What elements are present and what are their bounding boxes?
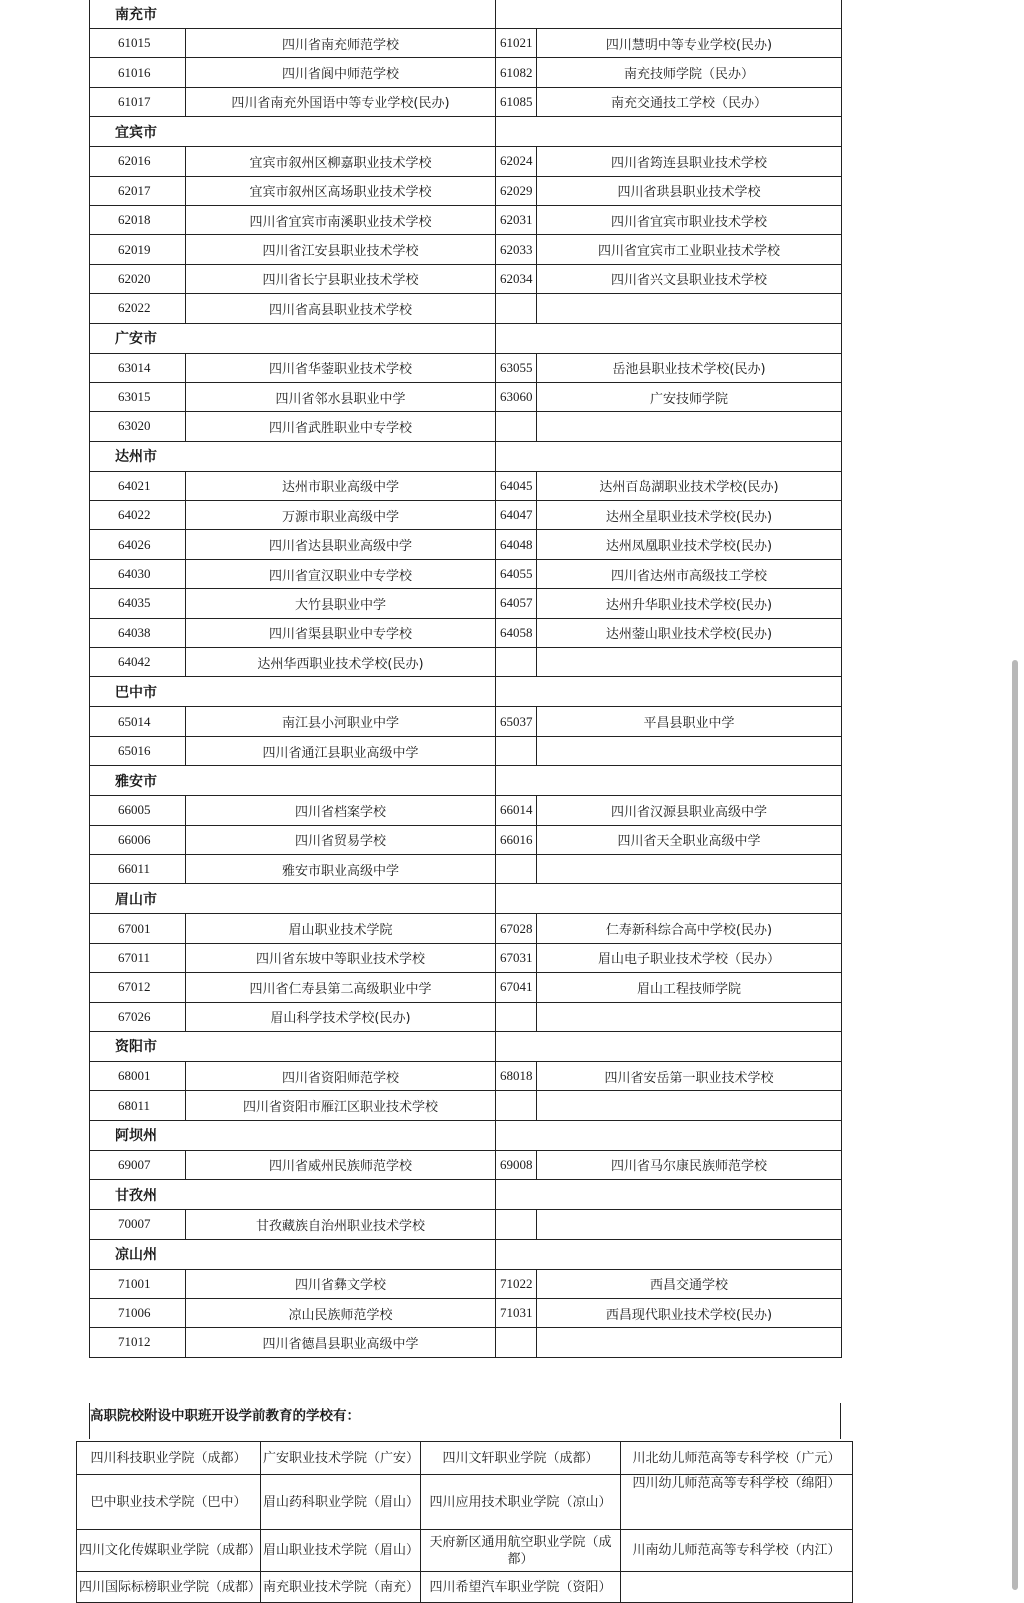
table-row (90, 707, 842, 736)
table-row (90, 235, 842, 264)
school-code: 61016 (90, 58, 186, 87)
table-row (90, 353, 842, 382)
school-name: 四川省通江县职业高级中学 (186, 736, 496, 765)
table-row (90, 854, 842, 883)
empty-cell (496, 441, 842, 471)
school-name (537, 854, 842, 883)
school-name: 万源市职业高级中学 (186, 501, 496, 530)
school-name: 四川省资阳市雁江区职业技术学校 (186, 1091, 496, 1120)
school-name (537, 1002, 842, 1031)
school-name: 达州蓥山职业技术学校(民办) (537, 618, 842, 647)
school-name: 四川省长宁县职业技术学校 (186, 264, 496, 293)
city-row (90, 766, 842, 796)
city-name: 宜宾市 (90, 117, 496, 147)
school-name: 四川省宜宾市工业职业技术学校 (537, 235, 842, 264)
school-code: 69007 (90, 1150, 186, 1179)
city-name: 南充市 (90, 0, 496, 29)
college-name: 四川文化传媒职业学院（成都） (77, 1530, 261, 1572)
college-name: 广安职业技术学院（广安） (261, 1442, 421, 1475)
school-code: 63060 (496, 382, 537, 411)
school-code: 62022 (90, 294, 186, 323)
table-row (90, 1269, 842, 1298)
school-code: 64045 (496, 471, 537, 500)
city-row (90, 323, 842, 353)
school-code (496, 1328, 537, 1357)
school-list-body (90, 0, 842, 1357)
table-row (90, 530, 842, 559)
school-code: 71031 (496, 1298, 537, 1327)
college-list-table (76, 1441, 853, 1603)
college-row (77, 1530, 853, 1572)
college-name: 川南幼儿师范高等专科学校（内江） (621, 1530, 853, 1572)
table-row (90, 382, 842, 411)
school-name: 四川省江安县职业技术学校 (186, 235, 496, 264)
table-row (90, 87, 842, 116)
school-name: 四川省资阳师范学校 (186, 1061, 496, 1090)
school-name (537, 1210, 842, 1239)
table-row (90, 205, 842, 234)
empty-cell (496, 1239, 842, 1269)
city-name: 雅安市 (90, 766, 496, 796)
school-code (496, 1091, 537, 1120)
city-row (90, 117, 842, 147)
school-name: 眉山电子职业技术学校（民办） (537, 943, 842, 972)
school-name: 凉山民族师范学校 (186, 1298, 496, 1327)
school-name: 南充交通技工学校（民办） (537, 87, 842, 116)
school-name: 四川省安岳第一职业技术学校 (537, 1061, 842, 1090)
school-name: 大竹县职业中学 (186, 589, 496, 618)
school-code: 63015 (90, 382, 186, 411)
school-code: 62033 (496, 235, 537, 264)
school-code (496, 648, 537, 677)
school-code: 64038 (90, 618, 186, 647)
school-name: 四川省马尔康民族师范学校 (537, 1150, 842, 1179)
school-code: 64055 (496, 559, 537, 588)
table-row (90, 1210, 842, 1239)
school-code: 65037 (496, 707, 537, 736)
school-code: 64058 (496, 618, 537, 647)
college-row (77, 1475, 853, 1530)
school-name: 四川省彝文学校 (186, 1269, 496, 1298)
school-name (537, 294, 842, 323)
school-code: 62031 (496, 205, 537, 234)
table-row (90, 559, 842, 588)
school-code: 66016 (496, 825, 537, 854)
city-row (90, 1180, 842, 1210)
table-row (90, 147, 842, 176)
school-code: 66006 (90, 825, 186, 854)
school-code: 63055 (496, 353, 537, 382)
empty-cell (496, 323, 842, 353)
school-code: 62029 (496, 176, 537, 205)
empty-cell (496, 677, 842, 707)
city-name: 凉山州 (90, 1239, 496, 1269)
city-row (90, 0, 842, 29)
school-code: 69008 (496, 1150, 537, 1179)
school-code: 67012 (90, 973, 186, 1002)
school-name: 四川省阆中师范学校 (186, 58, 496, 87)
school-name: 四川省邻水县职业中学 (186, 382, 496, 411)
school-code: 68018 (496, 1061, 537, 1090)
school-name: 四川省华蓥职业技术学校 (186, 353, 496, 382)
school-name (537, 736, 842, 765)
school-name: 南充技师学院（民办） (537, 58, 842, 87)
school-code: 65016 (90, 736, 186, 765)
college-list-body (77, 1442, 853, 1603)
school-code: 68001 (90, 1061, 186, 1090)
college-name: 四川国际标榜职业学院（成都） (77, 1572, 261, 1603)
school-code: 64042 (90, 648, 186, 677)
school-code: 62020 (90, 264, 186, 293)
empty-cell (496, 1031, 842, 1061)
school-code: 62019 (90, 235, 186, 264)
school-name: 达州华西职业技术学校(民办) (186, 648, 496, 677)
school-code: 64022 (90, 501, 186, 530)
school-name: 甘孜藏族自治州职业技术学校 (186, 1210, 496, 1239)
school-name: 眉山职业技术学院 (186, 914, 496, 943)
school-name (537, 1328, 842, 1357)
table-row (90, 796, 842, 825)
school-code: 62018 (90, 205, 186, 234)
city-name: 阿坝州 (90, 1120, 496, 1150)
empty-cell (496, 884, 842, 914)
school-name: 四川省武胜职业中专学校 (186, 412, 496, 441)
school-list-table (89, 0, 842, 1358)
school-name: 四川省渠县职业中专学校 (186, 618, 496, 647)
school-name: 四川省汉源县职业高级中学 (537, 796, 842, 825)
school-name: 宜宾市叙州区柳嘉职业技术学校 (186, 147, 496, 176)
school-code: 61085 (496, 87, 537, 116)
school-code: 71001 (90, 1269, 186, 1298)
school-name: 四川省宜宾市南溪职业技术学校 (186, 205, 496, 234)
school-name: 广安技师学院 (537, 382, 842, 411)
school-code: 64026 (90, 530, 186, 559)
school-code: 65014 (90, 707, 186, 736)
college-name (621, 1572, 853, 1603)
school-code: 62024 (496, 147, 537, 176)
school-name: 四川省仁寿县第二高级职业中学 (186, 973, 496, 1002)
table-row (90, 412, 842, 441)
college-name: 南充职业技术学院（南充） (261, 1572, 421, 1603)
empty-cell (496, 0, 842, 29)
table-row (90, 736, 842, 765)
table-row (90, 1091, 842, 1120)
college-name: 四川科技职业学院（成都） (77, 1442, 261, 1475)
school-name: 四川省南充师范学校 (186, 29, 496, 58)
school-name: 眉山工程技师学院 (537, 973, 842, 1002)
college-name: 四川希望汽车职业学院（资阳） (421, 1572, 621, 1603)
school-code: 64030 (90, 559, 186, 588)
school-code: 64047 (496, 501, 537, 530)
school-code: 61082 (496, 58, 537, 87)
school-name: 仁寿新科综合高中学校(民办) (537, 914, 842, 943)
college-row (77, 1442, 853, 1475)
table-row (90, 1061, 842, 1090)
school-code: 67011 (90, 943, 186, 972)
school-name: 四川省天全职业高级中学 (537, 825, 842, 854)
school-code: 66005 (90, 796, 186, 825)
school-name: 四川省宜宾市职业技术学校 (537, 205, 842, 234)
school-name: 四川省兴文县职业技术学校 (537, 264, 842, 293)
school-code: 61015 (90, 29, 186, 58)
school-name: 达州市职业高级中学 (186, 471, 496, 500)
school-code: 64035 (90, 589, 186, 618)
school-code: 71006 (90, 1298, 186, 1327)
school-code: 67001 (90, 914, 186, 943)
school-name: 四川省档案学校 (186, 796, 496, 825)
school-code: 62017 (90, 176, 186, 205)
school-code: 62034 (496, 264, 537, 293)
city-row (90, 884, 842, 914)
school-name: 四川省筠连县职业技术学校 (537, 147, 842, 176)
school-code: 64048 (496, 530, 537, 559)
school-name: 达州凤凰职业技术学校(民办) (537, 530, 842, 559)
school-code: 66011 (90, 854, 186, 883)
city-row (90, 441, 842, 471)
school-name: 达州全星职业技术学校(民办) (537, 501, 842, 530)
school-code: 70007 (90, 1210, 186, 1239)
table-row (90, 294, 842, 323)
table-row (90, 589, 842, 618)
school-name: 西昌交通学校 (537, 1269, 842, 1298)
city-row (90, 1031, 842, 1061)
school-name: 达州升华职业技术学校(民办) (537, 589, 842, 618)
table-row (90, 618, 842, 647)
school-code: 63014 (90, 353, 186, 382)
school-code: 67041 (496, 973, 537, 1002)
school-code (496, 1002, 537, 1031)
school-code: 61021 (496, 29, 537, 58)
table-row (90, 29, 842, 58)
school-name: 四川省东坡中等职业技术学校 (186, 943, 496, 972)
college-name: 四川应用技术职业学院（凉山） (421, 1475, 621, 1530)
table-row (90, 648, 842, 677)
college-row (77, 1572, 853, 1603)
school-code: 67028 (496, 914, 537, 943)
city-row (90, 1120, 842, 1150)
city-name: 广安市 (90, 323, 496, 353)
city-name: 巴中市 (90, 677, 496, 707)
college-name: 天府新区通用航空职业学院（成都） (421, 1530, 621, 1572)
school-name: 南江县小河职业中学 (186, 707, 496, 736)
table-row (90, 1328, 842, 1357)
school-code: 61017 (90, 87, 186, 116)
school-name: 达州百岛湖职业技术学校(民办) (537, 471, 842, 500)
city-name: 资阳市 (90, 1031, 496, 1061)
city-name: 达州市 (90, 441, 496, 471)
school-code: 62016 (90, 147, 186, 176)
city-row (90, 1239, 842, 1269)
school-code (496, 294, 537, 323)
city-row (90, 677, 842, 707)
school-name: 四川省威州民族师范学校 (186, 1150, 496, 1179)
school-name: 宜宾市叙州区高场职业技术学校 (186, 176, 496, 205)
school-name (537, 1091, 842, 1120)
college-name: 眉山职业技术学院（眉山） (261, 1530, 421, 1572)
school-name: 四川省德昌县职业高级中学 (186, 1328, 496, 1357)
table-row (90, 973, 842, 1002)
school-code (496, 854, 537, 883)
college-name: 眉山药科职业学院（眉山） (261, 1475, 421, 1530)
school-name: 四川省达州市高级技工学校 (537, 559, 842, 588)
school-name: 四川省南充外国语中等专业学校(民办) (186, 87, 496, 116)
table-row (90, 58, 842, 87)
table-row (90, 914, 842, 943)
school-code: 67026 (90, 1002, 186, 1031)
table-row (90, 471, 842, 500)
table-row (90, 825, 842, 854)
table-row (90, 501, 842, 530)
school-name: 眉山科学技术学校(民办) (186, 1002, 496, 1031)
empty-cell (496, 1180, 842, 1210)
college-name: 川北幼儿师范高等专科学校（广元） (621, 1442, 853, 1475)
college-name: 四川幼儿师范高等专科学校（绵阳） (621, 1475, 853, 1530)
school-name (537, 648, 842, 677)
table-row (90, 1002, 842, 1031)
school-name: 岳池县职业技术学校(民办) (537, 353, 842, 382)
table-row (90, 943, 842, 972)
vertical-scrollbar[interactable] (1012, 660, 1018, 1590)
table-row (90, 264, 842, 293)
table-row (90, 1150, 842, 1179)
school-name: 四川省贸易学校 (186, 825, 496, 854)
school-name: 四川省达县职业高级中学 (186, 530, 496, 559)
school-code: 67031 (496, 943, 537, 972)
school-code: 71022 (496, 1269, 537, 1298)
city-name: 甘孜州 (90, 1180, 496, 1210)
empty-cell (496, 117, 842, 147)
school-code (496, 1210, 537, 1239)
college-name: 巴中职业技术学院（巴中） (77, 1475, 261, 1530)
school-name: 西昌现代职业技术学校(民办) (537, 1298, 842, 1327)
college-section-heading: 高职院校附设中职班开设学前教育的学校有： (89, 1403, 841, 1439)
school-code: 64021 (90, 471, 186, 500)
empty-cell (496, 766, 842, 796)
school-code: 68011 (90, 1091, 186, 1120)
school-name: 四川慧明中等专业学校(民办) (537, 29, 842, 58)
college-name: 四川文轩职业学院（成都） (421, 1442, 621, 1475)
school-name: 平昌县职业中学 (537, 707, 842, 736)
city-name: 眉山市 (90, 884, 496, 914)
school-code (496, 412, 537, 441)
table-row (90, 1298, 842, 1327)
school-name: 四川省高县职业技术学校 (186, 294, 496, 323)
school-code: 71012 (90, 1328, 186, 1357)
school-code: 66014 (496, 796, 537, 825)
empty-cell (496, 1120, 842, 1150)
table-row (90, 176, 842, 205)
school-name (537, 412, 842, 441)
school-name: 雅安市职业高级中学 (186, 854, 496, 883)
school-code: 64057 (496, 589, 537, 618)
school-code (496, 736, 537, 765)
school-code: 63020 (90, 412, 186, 441)
school-name: 四川省宣汉职业中专学校 (186, 559, 496, 588)
school-name: 四川省珙县职业技术学校 (537, 176, 842, 205)
